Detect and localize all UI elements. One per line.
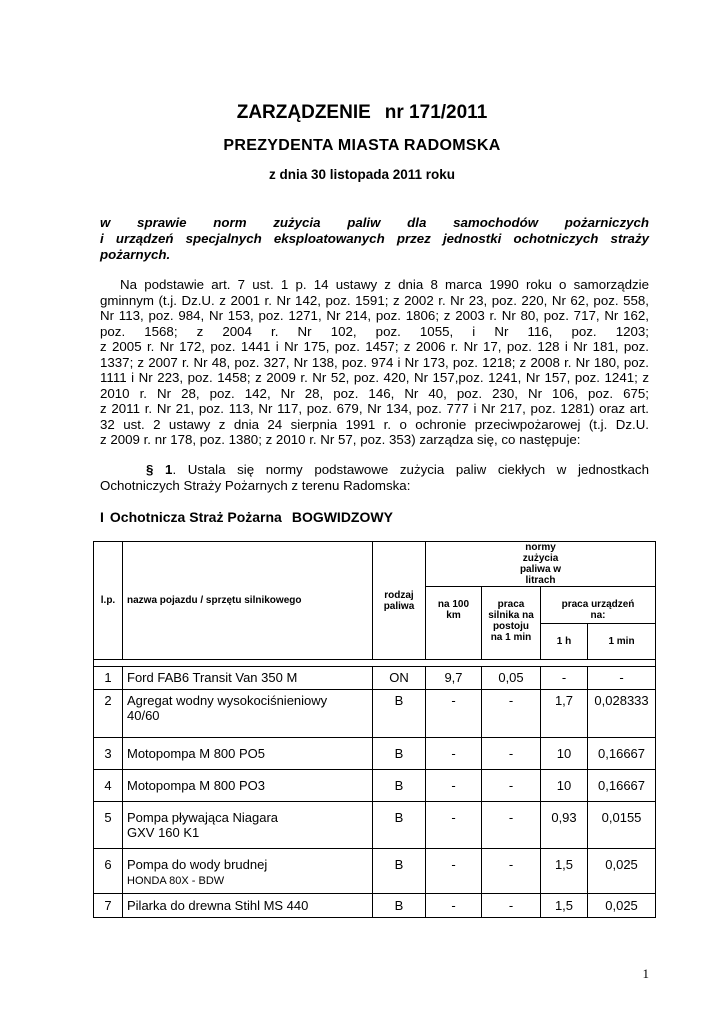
row-1min: 0,025	[588, 894, 656, 918]
header-fuel: rodzaj paliwa	[373, 542, 426, 660]
section-roman: I	[100, 509, 104, 525]
subject-line: i urządzeń specjalnych eksploatowanych przez jednostki ochotniczych straży	[100, 231, 649, 246]
paragraph-mark: § 1	[146, 462, 173, 477]
basis-line: z 2005 r. Nr 172, poz. 1441 i Nr 175, poz. 1457; z 2006 r. Nr 17, poz. 128 i Nr 181, poz.	[100, 339, 649, 354]
row-per100: 9,7	[426, 667, 482, 690]
row-name-line2: 40/60	[127, 708, 160, 723]
header-1h: 1 h	[541, 624, 588, 660]
row-1h: 10	[541, 770, 588, 802]
basis-line: Nr 113, poz. 984, Nr 153, poz. 1271, Nr 214, poz. 1806; z 2003 r. Nr 80, poz. 717, Nr 162,	[100, 308, 649, 323]
basis-line: 2010 r. Nr 28, poz. 142, Nr 28, poz. 146, Nr 40, poz. 230, Nr 106, poz. 675;	[100, 385, 649, 401]
fuel-norms-table	[93, 541, 656, 918]
row-lp: 7	[94, 894, 123, 918]
page-number: 1	[642, 966, 649, 981]
table-row	[94, 690, 656, 738]
row-name: Pilarka do drewna Stihl MS 440	[123, 894, 373, 918]
row-name-line2: GXV 160 K1	[127, 825, 200, 840]
subject-line: w sprawie norm zużycia paliw dla samochodów pożarniczych	[100, 215, 649, 230]
paragraph-1-text: . Ustala się normy podstawowe zużycia paliw ciekłych w jednostkach	[172, 462, 649, 477]
paragraph-1-line2: Ochotniczych Straży Pożarnych z terenu Radomska:	[100, 477, 411, 493]
table-row	[94, 667, 656, 690]
legal-basis	[100, 277, 649, 448]
row-1min: 0,16667	[588, 770, 656, 802]
row-idle: -	[482, 690, 541, 738]
section-city: BOGWIDZOWY	[291, 509, 393, 525]
row-idle: -	[482, 770, 541, 802]
row-idle: -	[482, 802, 541, 849]
row-fuel: B	[373, 738, 426, 770]
header-lp: l.p.	[94, 542, 123, 660]
row-per100: -	[426, 849, 482, 894]
header-1min: 1 min	[588, 624, 656, 660]
basis-line: Na podstawie art. 7 ust. 1 p. 14 ustawy z dnia 8 marca 1990 roku o samorządzie	[120, 277, 649, 292]
row-lp: 6	[94, 849, 123, 894]
row-fuel: B	[373, 802, 426, 849]
row-name-line2: HONDA 80X - BDW	[127, 875, 225, 887]
row-1min: 0,025	[588, 849, 656, 894]
row-lp: 3	[94, 738, 123, 770]
row-per100: -	[426, 802, 482, 849]
section-name: Ochotnicza Straż Pożarna	[109, 509, 282, 525]
table-row	[94, 849, 656, 894]
table-row	[94, 738, 656, 770]
row-name-cell	[123, 690, 373, 738]
row-per100: -	[426, 690, 482, 738]
row-name-cell	[123, 849, 373, 894]
row-1min: 0,0155	[588, 802, 656, 849]
row-idle: -	[482, 894, 541, 918]
row-name: Motopompa M 800 PO5	[123, 738, 373, 770]
row-lp: 5	[94, 802, 123, 849]
row-1h: 0,93	[541, 802, 588, 849]
row-fuel: B	[373, 690, 426, 738]
row-name: Agregat wodny wysokociśnieniowy	[127, 693, 328, 708]
header-norms: normy zużycia paliwa w litrach	[426, 542, 656, 587]
row-idle: -	[482, 738, 541, 770]
document-title	[0, 102, 724, 124]
header-name: nazwa pojazdu / sprzętu silnikowego	[123, 542, 373, 660]
row-name: Pompa do wody brudnej	[127, 857, 268, 872]
basis-line: 32 ust. 2 ustawy z dnia 24 sierpnia 1991 r. o ochronie przeciwpożarowej (t.j. Dz.U.	[100, 416, 649, 432]
row-fuel: B	[373, 770, 426, 802]
paragraph-1	[100, 462, 649, 493]
basis-line: poz. 1568; z 2004 r. Nr 102, poz. 1055, i Nr 116, poz. 1203;	[100, 323, 649, 339]
row-fuel: B	[373, 894, 426, 918]
row-1h: 1,7	[541, 690, 588, 738]
title-word: ZARZĄDZENIE	[236, 102, 371, 123]
row-1h: 1,5	[541, 894, 588, 918]
issuer: PREZYDENTA MIASTA RADOMSKA	[223, 137, 501, 154]
row-lp: 4	[94, 770, 123, 802]
table-row	[94, 894, 656, 918]
row-idle: 0,05	[482, 667, 541, 690]
title-number: nr 171/2011	[384, 102, 488, 123]
row-per100: -	[426, 770, 482, 802]
row-1h: -	[541, 667, 588, 690]
row-idle: -	[482, 849, 541, 894]
subject-line: pożarnych.	[100, 247, 171, 262]
row-fuel: B	[373, 849, 426, 894]
row-fuel: ON	[373, 667, 426, 690]
row-1h: 1,5	[541, 849, 588, 894]
row-1min: 0,028333	[588, 690, 656, 738]
header-per100: na 100 km	[426, 587, 482, 660]
basis-line: 1337; z 2007 r. Nr 48, poz. 327, Nr 138, poz. 974 i Nr 173, poz. 1218; z 2008 r. Nr 180, poz.	[100, 354, 649, 370]
basis-line: z 2009 r. nr 178, poz. 1380; z 2010 r. Nr 57, poz. 353) zarządza się, co następuje:	[100, 432, 581, 447]
basis-line: 1111 i Nr 223, poz. 1458; z 2009 r. Nr 52, poz. 420, Nr 157,poz. 1241, Nr 157, poz. 1241; z	[100, 370, 649, 385]
row-lp: 1	[94, 667, 123, 690]
section-heading	[100, 509, 393, 525]
table-row	[94, 770, 656, 802]
row-lp: 2	[94, 690, 123, 738]
row-name: Pompa pływająca Niagara	[127, 810, 279, 825]
row-per100: -	[426, 738, 482, 770]
table-row	[94, 802, 656, 849]
row-name: Motopompa M 800 PO3	[123, 770, 373, 802]
row-name-cell	[123, 802, 373, 849]
row-1min: 0,16667	[588, 738, 656, 770]
paragraph-1-line	[100, 462, 649, 478]
issue-date: z dnia 30 listopada 2011 roku	[268, 167, 456, 182]
row-name: Ford FAB6 Transit Van 350 M	[123, 667, 373, 690]
row-per100: -	[426, 894, 482, 918]
header-devices: praca urządzeń na:	[541, 587, 656, 624]
header-idle: praca silnika na postoju na 1 min	[482, 587, 541, 660]
row-1h: 10	[541, 738, 588, 770]
row-1min: -	[588, 667, 656, 690]
basis-line: z 2011 r. Nr 21, poz. 113, Nr 117, poz. 679, Nr 134, poz. 777 i Nr 217, poz. 1281) oraz art.	[100, 401, 649, 416]
subject	[100, 215, 649, 263]
basis-line: gminnym (t.j. Dz.U. z 2001 r. Nr 142, poz. 1591; z 2002 r. Nr 23, poz. 220, Nr 62, poz. 558,	[100, 292, 649, 308]
